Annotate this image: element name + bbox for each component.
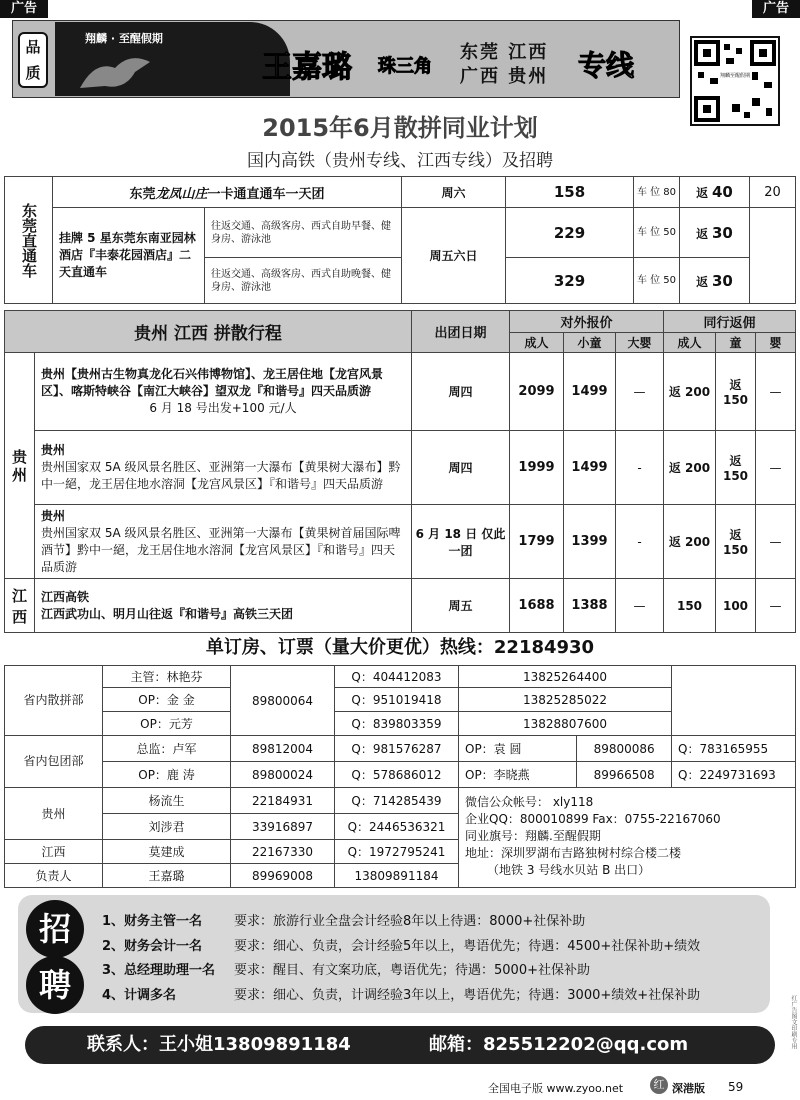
bao-dept: 省内包团部 [5, 736, 103, 788]
jx-row-child: 1388 [564, 579, 616, 633]
jx-t1: 22167330 [231, 840, 335, 864]
horse-icon [75, 50, 155, 92]
gz-row2-r-child: 返 150 [716, 431, 756, 505]
dongguan-label: 东莞直通车 [5, 177, 53, 304]
dg-row2-rebate: 返 30 [680, 208, 750, 258]
dg-hotel-name: 挂牌 5 星东莞东南亚园林酒店『丰泰花园酒店』二天直通车 [53, 208, 205, 304]
dg-row1-day: 周六 [402, 177, 506, 208]
logo-text: 翔麟 · 至醒假期 [85, 32, 163, 45]
contact-bar [25, 1026, 775, 1064]
bao-q3: Q：783165955 [672, 736, 796, 762]
company-info [459, 788, 796, 888]
dongguan-table [4, 176, 796, 304]
brand-info: 同业旗号：翔麟.至醒假期 [465, 829, 601, 843]
gz-col-infant: 大婴 [616, 333, 664, 353]
routes-top: 东莞 江西 [460, 42, 549, 63]
gz-row1-date: 周四 [412, 353, 510, 431]
gz-row3-adult: 1799 [510, 505, 564, 579]
footer-site[interactable]: 全国电子版 www.zyoo.net [488, 1082, 624, 1095]
qq-fax-info: 企业QQ：800010899 Fax：0755-22167060 [465, 812, 721, 826]
gz-row2-r-adult: 返 200 [664, 431, 716, 505]
dg-row2-desc: 往返交通、高级客房、西式自助早餐、健身房、游泳池 [205, 208, 402, 258]
san-p2: OP：金 金 [103, 688, 231, 712]
dg-row1-name: 东莞龙凤山庄一卡通直通车一天团 [53, 177, 402, 208]
gz-t1: 22184931 [231, 788, 335, 814]
recruit-item: 1、财务主管一名 要求：旅游行业全盘会计经验8年以上待遇：8000+社保补助 [102, 914, 586, 929]
ad-label-right: 广告 [752, 0, 800, 18]
dg-row3-seats: 车 位 50 [634, 258, 680, 304]
jx-row-r-infant: — [756, 579, 796, 633]
san-m1: 13825264400 [459, 666, 672, 688]
boss-m1: 13809891184 [335, 864, 459, 888]
gz-col-p-infant: 婴 [756, 333, 796, 353]
gz-row2-date: 周四 [412, 431, 510, 505]
page-title: 2015年6月散拼同业计划 [262, 114, 538, 142]
recruit-item: 2、财务会计一名 要求：细心、负责，会计经验5年以上，粤语优先；待遇：4500+社保补助+绩效 [102, 939, 701, 954]
gz-row3-itinerary: 贵州 贵州国家双 5A 级风景名胜区、亚洲第一大瀑布【黄果树首届国际啤酒节】黔中一絕，龙王居住地水溶洞【龙宫风景区】『和谐号』四天品质游 [35, 505, 412, 579]
jx-row-r-child: 100 [716, 579, 756, 633]
san-m2: 13825285022 [459, 688, 672, 712]
gz-dept: 贵州 [5, 788, 103, 840]
dg-row1-price: 158 [506, 177, 634, 208]
san-q2: Q：951019418 [335, 688, 459, 712]
dg-row1-rebate: 返 40 [680, 177, 750, 208]
routes-bottom: 广西 贵州 [460, 66, 549, 87]
san-p3: OP：元芳 [103, 712, 231, 736]
owner-name: 王嘉璐 [262, 50, 352, 85]
footer-edition: 深港版 [672, 1082, 705, 1095]
gz-row1-r-infant: — [756, 353, 796, 431]
bao-op1: OP：袁 圆 [459, 736, 577, 762]
bao-p1: 总监：卢军 [103, 736, 231, 762]
gz-peer-header: 同行返佣 [664, 311, 796, 333]
jx-region-label: 江西 [5, 579, 35, 633]
line-label: 专线 [578, 49, 635, 82]
gz-col-adult: 成人 [510, 333, 564, 353]
gz-p1: 杨流生 [103, 788, 231, 814]
gz-row3-r-child: 返 150 [716, 505, 756, 579]
bao-t2: 89800024 [231, 762, 335, 788]
wechat-info: 微信公众帐号： xly118 [465, 795, 594, 809]
boss-p1: 王嘉璐 [103, 864, 231, 888]
bao-p2: OP：鹿 涛 [103, 762, 231, 788]
san-q1: Q：404412083 [335, 666, 459, 688]
hotline: 单订房、订票（量大价更优）热线：22184930 [205, 637, 595, 658]
bao-t3: 89800086 [577, 736, 672, 762]
gz-row1-adult: 2099 [510, 353, 564, 431]
contacts-table [4, 665, 796, 888]
dg-blank [750, 208, 796, 304]
gz-q2: Q：2446536321 [335, 814, 459, 840]
jx-row-adult: 1688 [510, 579, 564, 633]
gz-row1-r-child: 返 150 [716, 353, 756, 431]
san-tel: 89800064 [231, 666, 335, 736]
gz-row2-r-infant: — [756, 431, 796, 505]
dg-row1-seats: 车 位 80 [634, 177, 680, 208]
san-blank [672, 666, 796, 736]
gz-row2-itinerary: 贵州 贵州国家双 5A 级风景名胜区、亚洲第一大瀑布【黄果树大瀑布】黔中一絕，龙王居住地水溶洞【龙宫风景区】『和谐号』四天品质游 [35, 431, 412, 505]
gz-date-header: 出团日期 [412, 311, 510, 353]
gz-row1-itinerary: 贵州【贵州古生物真龙化石兴伟博物馆】、龙王居住地【龙宫风景区】、喀斯特峡谷【南江大峡谷】望双龙『和谐号』四天品质游 6 月 18 号出发+100 元/人 [35, 353, 412, 431]
gz-title: 贵州 江西 拼散行程 [5, 311, 412, 353]
recruit-char-1: 招 [26, 900, 84, 958]
recruit-char-2: 聘 [26, 956, 84, 1014]
recruit-item: 4、计调多名 要求：细心、负责，计调经验3年以上，粤语优先；待遇：3000+绩效+社保补助 [102, 988, 701, 1003]
gz-row3-date: 6 月 18 日 仅此一团 [412, 505, 510, 579]
gz-q1: Q：714285439 [335, 788, 459, 814]
side-note: 红广告图文印刷专用 [790, 995, 797, 1049]
gz-row3-r-adult: 返 200 [664, 505, 716, 579]
gz-col-p-adult: 成人 [664, 333, 716, 353]
page-number: 59 [728, 1080, 744, 1094]
gz-p2: 刘涉君 [103, 814, 231, 840]
quality-badge: 品质 [18, 32, 48, 88]
jx-q1: Q：1972795241 [335, 840, 459, 864]
contact-email[interactable]: 邮箱：825512202@qq.com [429, 1034, 689, 1055]
bao-op2: OP：李晓燕 [459, 762, 577, 788]
boss-t1: 89969008 [231, 864, 335, 888]
gz-row3-infant: - [616, 505, 664, 579]
qr-caption: 翔麟至醒假期 [718, 72, 752, 90]
dg-row1-extra: 20 [750, 177, 796, 208]
jx-row-itinerary: 江西高铁 江西武功山、明月山往返『和谐号』高铁三天团 [35, 579, 412, 633]
contact-person: 联系人：王小姐13809891184 [87, 1034, 351, 1055]
gz-col-p-child: 童 [716, 333, 756, 353]
jx-row-date: 周五 [412, 579, 510, 633]
gz-row2-adult: 1999 [510, 431, 564, 505]
san-q3: Q：839803359 [335, 712, 459, 736]
ad-label-left: 广告 [0, 0, 48, 18]
bao-t1: 89812004 [231, 736, 335, 762]
gz-row3-child: 1399 [564, 505, 616, 579]
jx-dept: 江西 [5, 840, 103, 864]
bao-q2: Q：578686012 [335, 762, 459, 788]
gz-row1-child: 1499 [564, 353, 616, 431]
dg-row3-rebate: 返 30 [680, 258, 750, 304]
dg-row2-seats: 车 位 50 [634, 208, 680, 258]
gz-row1-r-adult: 返 200 [664, 353, 716, 431]
page-subtitle: 国内高铁（贵州专线、江西专线）及招聘 [247, 151, 553, 171]
dg-row2-price: 229 [506, 208, 634, 258]
jx-row-infant: — [616, 579, 664, 633]
san-m3: 13828807600 [459, 712, 672, 736]
san-dept: 省内散拼部 [5, 666, 103, 736]
dg-row2-day: 周五六日 [402, 208, 506, 304]
recruit-item: 3、总经理助理一名 要求：醒目、有文案功底，粤语优先；待遇：5000+社保补助 [102, 963, 590, 978]
bao-t4: 89966508 [577, 762, 672, 788]
gz-row2-infant: - [616, 431, 664, 505]
gz-ext-header: 对外报价 [510, 311, 664, 333]
gz-col-child: 小童 [564, 333, 616, 353]
san-p1: 主管：林艳芬 [103, 666, 231, 688]
brand-logo [55, 22, 290, 96]
guizhou-table [4, 310, 796, 633]
gz-region-label: 贵州 [5, 353, 35, 579]
footer-badge: 红 [650, 1076, 668, 1094]
gz-t2: 33916897 [231, 814, 335, 840]
address-info: 地址：深圳罗湖布吉路独树村综合楼二楼 [465, 846, 682, 860]
boss-dept: 负责人 [5, 864, 103, 888]
bao-q4: Q：2249731693 [672, 762, 796, 788]
gz-row1-infant: — [616, 353, 664, 431]
metro-info: （地铁 3 号线水贝站 B 出口） [487, 863, 651, 877]
gz-row2-child: 1499 [564, 431, 616, 505]
bao-q1: Q：981576287 [335, 736, 459, 762]
dg-row3-price: 329 [506, 258, 634, 304]
jx-p1: 莫建成 [103, 840, 231, 864]
dg-row3-desc: 往返交通、高级客房、西式自助晚餐、健身房、游泳池 [205, 258, 402, 304]
prd-label: 珠三角 [378, 56, 432, 77]
gz-row3-r-infant: — [756, 505, 796, 579]
jx-row-r-adult: 150 [664, 579, 716, 633]
